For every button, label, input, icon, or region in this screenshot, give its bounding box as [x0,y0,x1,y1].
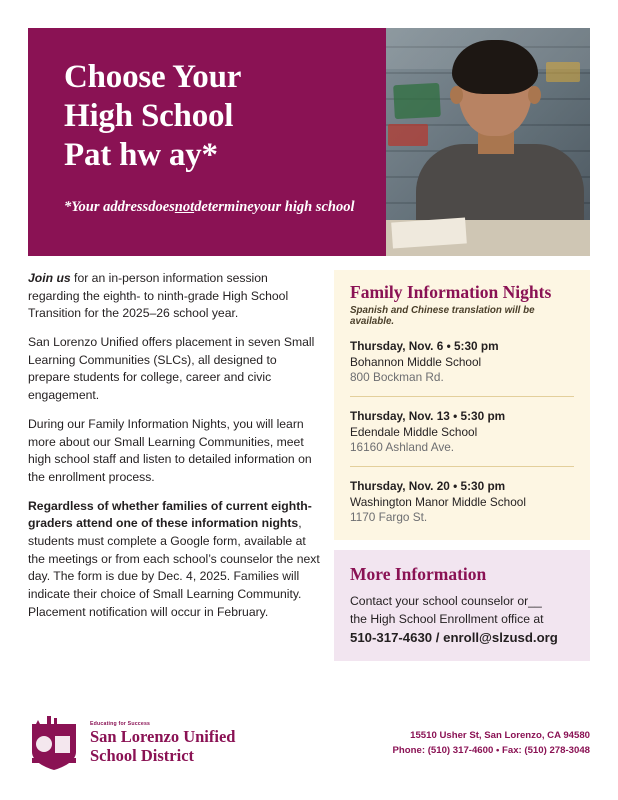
page-title [64,58,368,175]
subtitle-suffix: your high school [253,198,355,215]
subtitle-mid: determine [194,198,254,215]
paragraph-4-text: , students must complete a Google form, available at the meetings or from each school’s counselor the next day. The form is due by Dec. 4, 2025. Families will indicate their choice of Small Learning Community. Placement notification will occur in February. [28,516,320,619]
subtitle-prefix: *Your address [64,198,149,215]
hero-banner [28,28,590,256]
shelf-item-green [393,83,441,119]
event-item [350,479,574,526]
shelf-item-red [388,124,428,146]
hero-text-block [28,28,386,256]
crest-icon [28,714,80,772]
event-school: Washington Manor Middle School [350,495,526,509]
title-line-2: High School [64,97,234,134]
student-ear-right [528,86,541,104]
student-photo [386,28,590,256]
family-information-nights-panel [334,270,590,540]
paragraph-1-text: for an in-person information session regarding the eighth- to ninth-grade High School Transition for the 2025–26 school year. [28,271,289,321]
district-name-line-2: School District [90,745,195,765]
event-date: Thursday, Nov. 13 • 5:30 pm [350,409,506,423]
hero-subtitle [64,197,368,218]
event-item [350,339,574,397]
subtitle-underline: not [174,198,195,215]
paragraph-3-text: During our Family Information Nights, you will learn more about our Small Learning Communities, meet high school staff and listen to detailed information on the enrollment process. [28,416,312,484]
nights-panel-title: Family Information Nights [350,282,552,302]
event-date: Thursday, Nov. 20 • 5:30 pm [350,479,506,493]
student-hair [452,40,538,94]
footer-contact [393,728,590,759]
more-information-panel [334,550,590,661]
student-ear-left [450,86,463,104]
more-info-title: More Information [350,564,487,584]
footer [28,714,590,772]
body-copy-column [28,270,320,661]
event-school: Bohannon Middle School [350,355,482,369]
footer-phone-fax: Phone: (510) 317-4600 • Fax: (510) 278-3048 [392,745,590,756]
district-logo [28,714,235,772]
info-column [334,270,590,661]
title-line-1: Choose Your [64,59,242,95]
subtitle-emph: does [148,198,175,215]
event-item [350,409,574,467]
content-area [28,270,590,661]
paragraph-4 [28,498,320,622]
shelf-item-yellow [546,62,580,82]
paragraph-2 [28,334,320,405]
paragraph-1 [28,270,320,323]
paragraph-4-lead: Regardless of whether families of current eighth-graders attend one of these information nights [28,498,312,531]
more-info-line-1: Contact your school counselor or__ [350,594,542,608]
paragraph-1-lead: Join us [28,271,71,285]
paragraph-2-text: San Lorenzo Unified offers placement in seven Small Learning Communities (SLCs), all designed to prepare students for college, career and civic engagement. [28,335,315,403]
more-info-line-2: the High School Enrollment office at [350,611,544,626]
event-address: 1170 Fargo St. [350,510,428,524]
translation-note: Spanish and Chinese translation will be available. [350,305,535,327]
footer-address: 15510 Usher St, San Lorenzo, CA 94580 [410,729,590,741]
paragraph-3 [28,416,320,487]
event-address: 800 Bockman Rd. [350,370,444,384]
title-line-3: Pat hw ay* [64,136,218,173]
district-name-line-1: San Lorenzo Unified [90,727,236,747]
event-date: Thursday, Nov. 6 • 5:30 pm [350,339,499,353]
desk-paper [391,217,467,248]
event-school: Edendale Middle School [350,425,478,439]
event-address: 16160 Ashland Ave. [350,440,455,454]
crest-motto: Educating for Success [90,721,151,728]
more-info-contact[interactable]: 510-317-4630 / enroll@slzusd.org [350,630,558,646]
